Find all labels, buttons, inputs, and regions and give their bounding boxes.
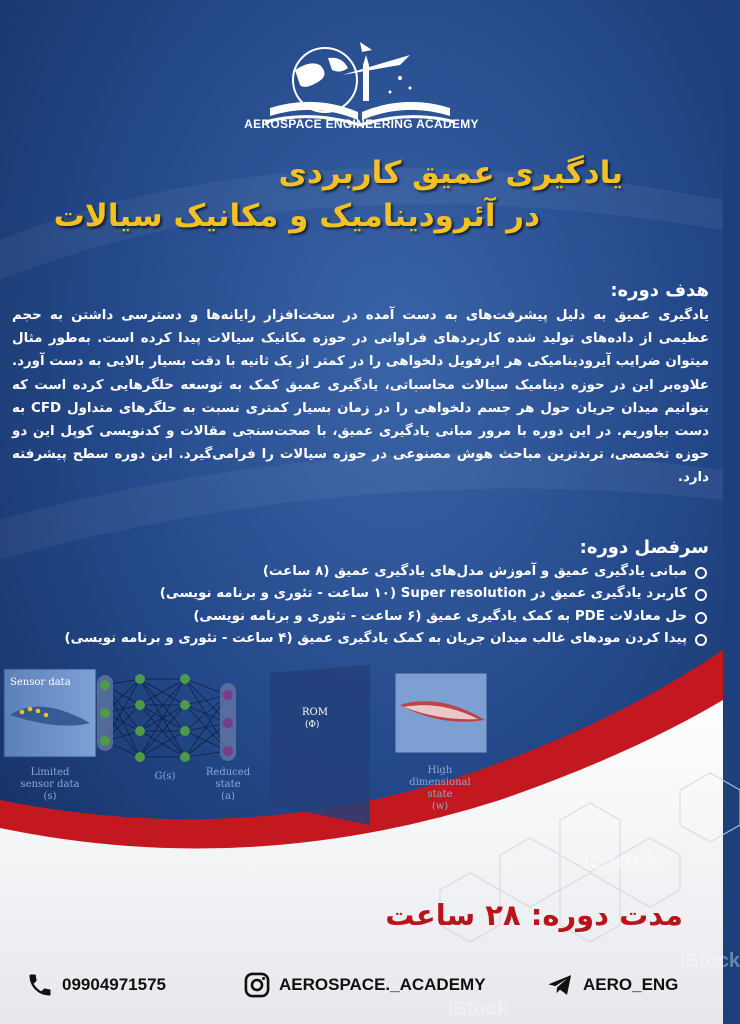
high-symbol: (w) [431,801,449,812]
outline-item-text: کاربرد یادگیری عمیق در Super resolution (۱۰ ساعت - تئوری و برنامه نویسی) [159,586,687,602]
goal-description: یادگیری عمیق به دلیل پیشرفت‌های به دست آمده در سخت‌افزار رایانه‌ها و دسترسی داشتن به حجم عظیمی از داده‌های تولید شده کاربردهای فراوانی در حوزه مکانیک سیالات پیدا کرده است. به‌طور مثال میتوان ضرایب آیرودینامیکی هر ایرفویل دلخواهی را در کمتر از یک ثانیه با دقت بسیار بالایی به دست آورد. علاوه‌بر این در حوزه دینامیک سیالات محاسباتی، یادگیری عمیق کمک به توسعه حلگرهایی کرده است که بتوانیم میدان جریان حول هر جسم دلخواهی را در زمان بسیار کمتری نسبت به حلگرهای متداول CFD به دست بیاوریم. در این دوره با مرور مبانی یادگیری عمیق، با صحت‌سنجی مقالات و کدنویسی کوپل این دو حوزه تخصصی، ترندترین مباحث هوش مصنوعی در حوزه سیالات را فرامی‌گیرد. این دوره سطح پیشرفته دارد. [12,308,710,486]
reduced-label-1: Reduced [205,767,251,778]
reduced-label-2: state [215,779,241,790]
neural-network [105,679,228,757]
rom-label: ROM [302,707,328,718]
telegram-contact[interactable] [545,970,678,1000]
goal-heading: هدف دوره: [610,280,709,301]
outline-item [36,628,709,650]
bullet-icon [695,634,707,646]
course-title-line-1: یادگیری عمیق کاربردی [278,155,623,191]
instagram-handle: AEROSPACE._ACADEMY [279,975,486,994]
instagram-contact[interactable] [243,970,486,1000]
watermark: iStock [680,950,740,972]
limited-symbol: (s) [43,791,57,802]
outline-item-text: حل معادلات PDE به کمک یادگیری عمیق (۶ ساعت - تئوری و برنامه نویسی) [193,608,687,624]
outline-heading: سرفصل دوره: [579,537,709,558]
course-duration: مدت دوره: ۲۸ ساعت [385,898,683,932]
watermark: iStock [448,998,509,1020]
outline-list [36,561,709,651]
high-label-3: state [427,789,453,800]
outline-item [36,583,709,605]
reduced-symbol: (a) [221,791,235,802]
watermark: iStock [583,845,662,875]
g-label: G(s) [154,771,176,782]
course-title-line-2: در آئرودینامیک و مکانیک سیالات [53,198,540,234]
bullet-icon [695,567,707,579]
phone-contact[interactable] [26,970,166,1000]
limited-label-2: sensor data [20,779,80,790]
outline-item [36,606,709,628]
outline-item-text: پیدا کردن مودهای غالب میدان جریان به کمک یادگیری عمیق (۴ ساعت - تئوری و برنامه نویسی) [64,631,687,647]
phone-number: 09904971575 [62,975,167,994]
telegram-icon [545,971,575,999]
instagram-icon [243,971,271,999]
phone-icon [26,971,54,999]
rom-block [270,665,370,825]
academy-name: AEROSPACE ENGINEERING ACADEMY [244,117,479,131]
outline-item-text: مبانی یادگیری عمیق و آموزش مدل‌های یادگیری عمیق (۸ ساعت) [262,564,687,579]
bullet-icon [695,589,707,601]
rom-symbol: (Φ) [305,720,320,730]
high-label-2: dimensional [409,777,471,788]
limited-label-1: Limited [30,767,70,778]
telegram-handle: AERO_ENG [583,975,679,994]
outline-item [36,561,709,583]
sensor-data-label: Sensor data [10,677,71,688]
bullet-icon [695,612,707,624]
deep-learning-diagram [0,665,500,835]
high-label-1: High [427,765,453,776]
